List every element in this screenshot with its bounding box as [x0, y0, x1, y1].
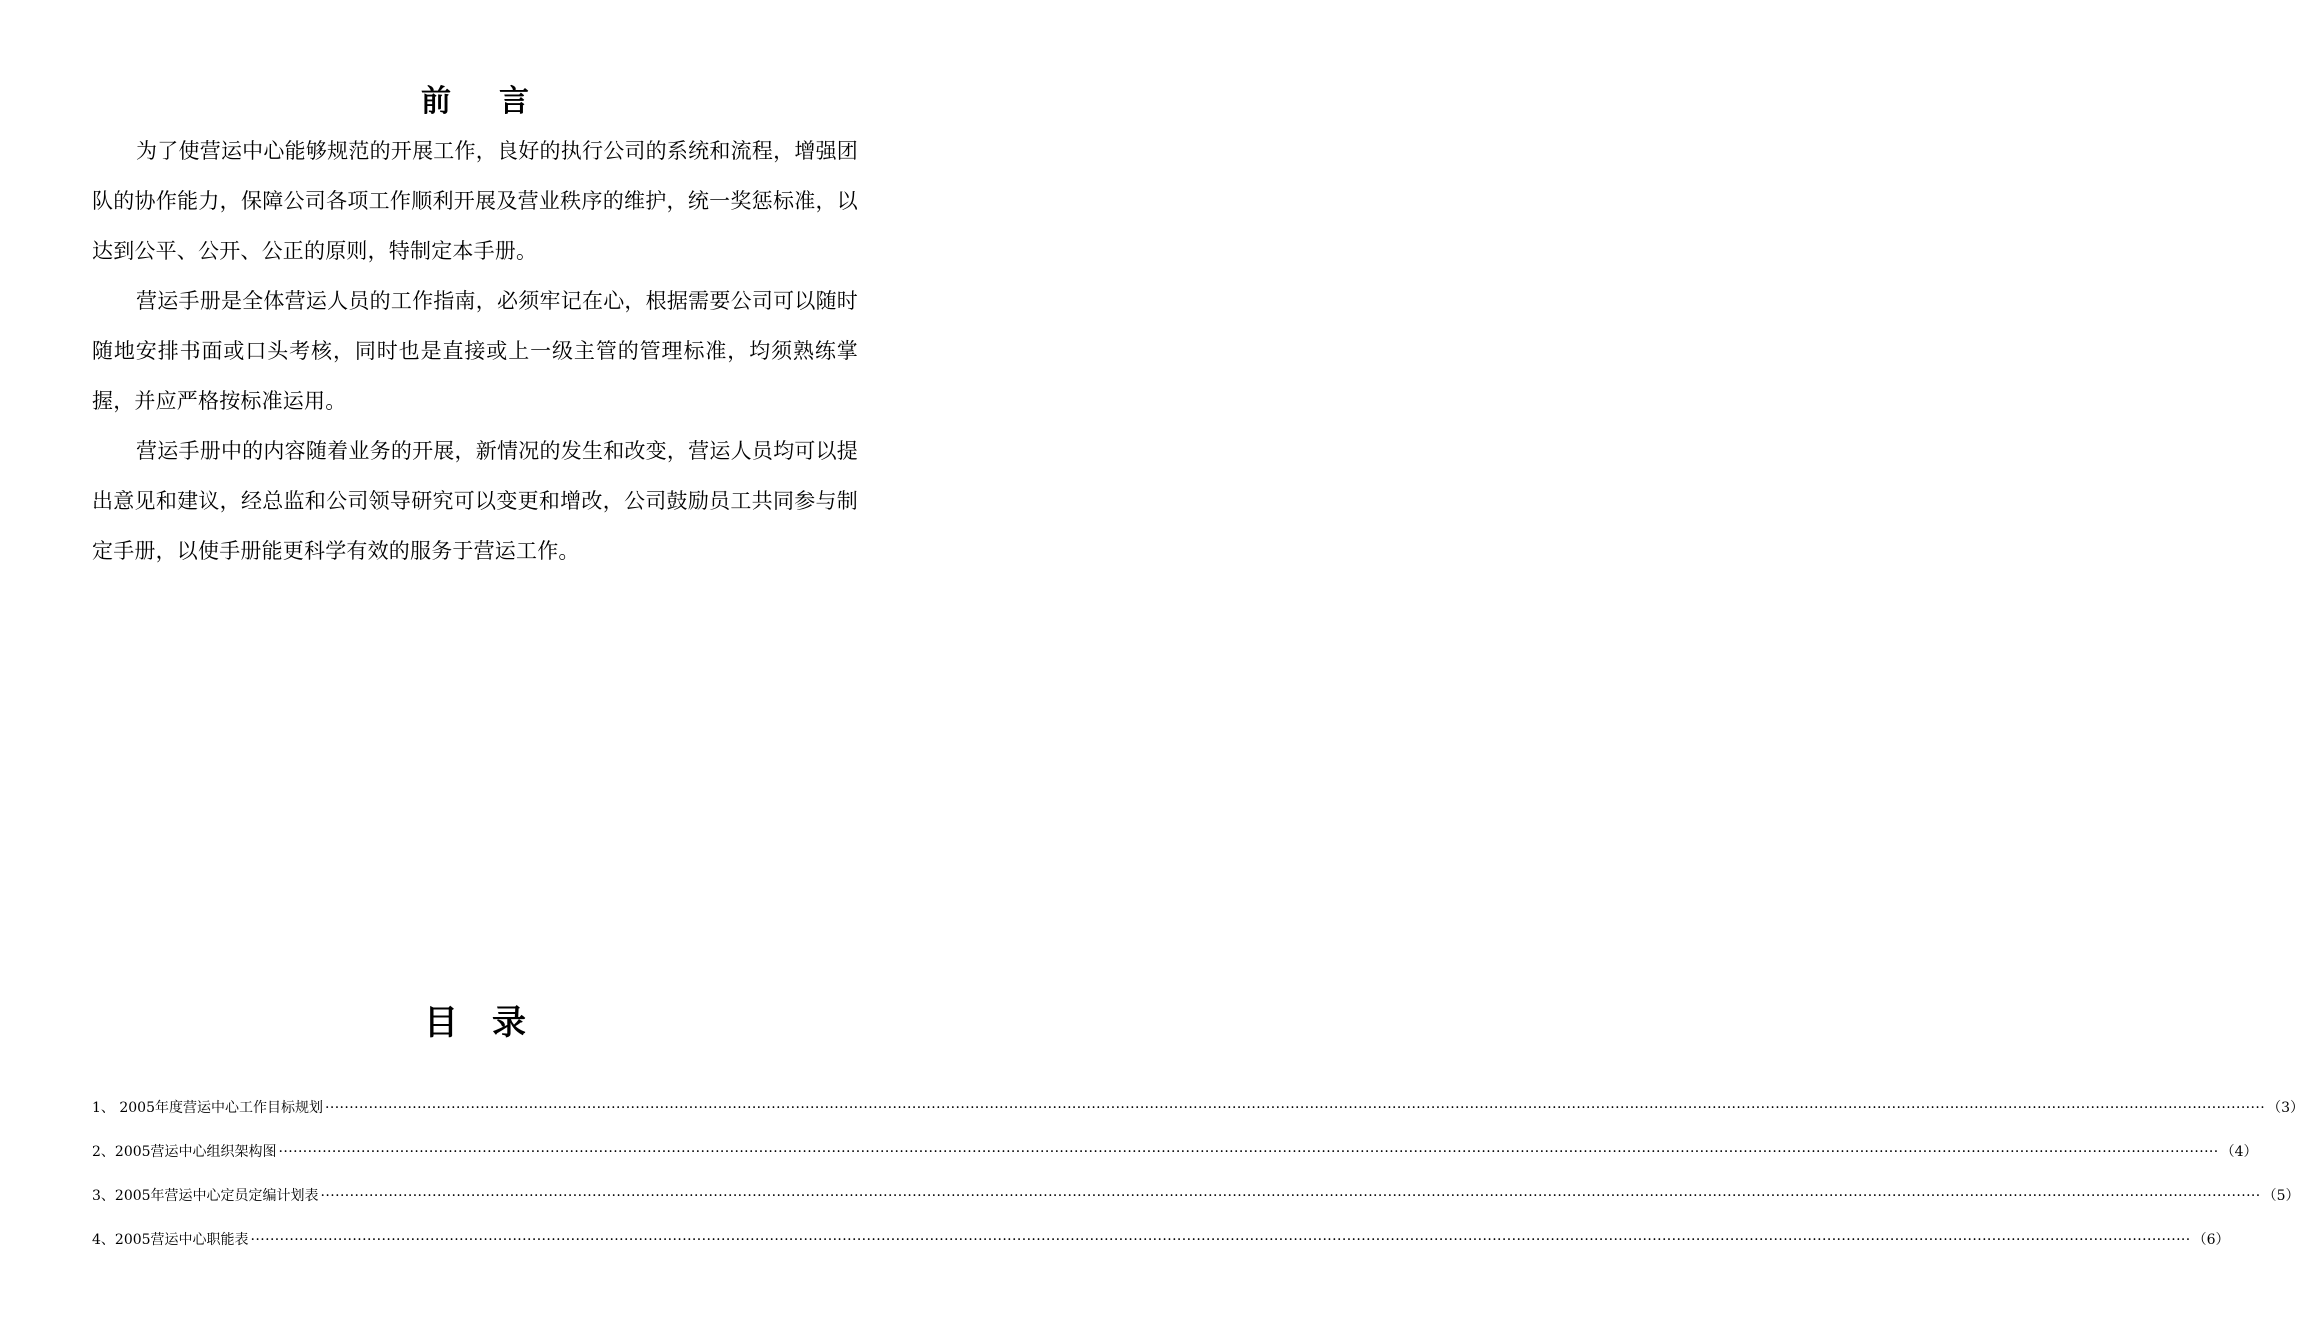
toc-item-page: （4）: [2220, 1144, 2258, 1160]
toc-leader-dots: ················································································································································································································································································································································································································: [250, 1232, 2191, 1248]
preface-body: [92, 126, 858, 576]
preface-paragraph-3: 营运手册中的内容随着业务的开展，新情况的发生和改变，营运人员均可以提出意见和建议，经总监和公司领导研究可以变更和增改，公司鼓励员工共同参与制定手册，以使手册能更科学有效的服务于营运工作。: [92, 439, 858, 563]
toc-item-label: 2、2005营运中心组织架构图: [92, 1144, 277, 1160]
toc-item-page: （6）: [2192, 1232, 2230, 1248]
toc-item-label: 4、2005营运中心职能表: [92, 1232, 249, 1248]
toc-item-label: 1、 2005年度营运中心工作目标规划: [92, 1100, 323, 1116]
toc-item-label: 3、2005年营运中心定员定编计划表: [92, 1188, 319, 1204]
toc-item-page: （5）: [2262, 1188, 2300, 1204]
toc-leader-dots: ················································································································································································································································································································································································································: [325, 1100, 2266, 1116]
toc-list: [92, 1094, 2304, 1270]
toc-item-1[interactable]: [92, 1094, 2304, 1138]
toc-item-4[interactable]: [92, 1226, 2230, 1270]
toc-leader-dots: ················································································································································································································································································································································································································: [320, 1188, 2261, 1204]
toc-item-3[interactable]: [92, 1182, 2300, 1226]
preface-paragraph-2: 营运手册是全体营运人员的工作指南，必须牢记在心，根据需要公司可以随时随地安排书面或口头考核，同时也是直接或上一级主管的管理标准，均须熟练掌握，并应严格按标准运用。: [92, 289, 858, 413]
toc-item-2[interactable]: [92, 1138, 2258, 1182]
preface-title: 前言: [421, 84, 577, 119]
preface-paragraph-1: 为了使营运中心能够规范的开展工作，良好的执行公司的系统和流程，增强团队的协作能力，保障公司各项工作顺利开展及营业秩序的维护，统一奖惩标准，以达到公平、公开、公正的原则，特制定本手册。: [92, 139, 858, 263]
toc-item-page: （3）: [2267, 1100, 2304, 1116]
toc-leader-dots: ················································································································································································································································································································································································································: [278, 1144, 2219, 1160]
toc-title: 目录: [424, 1003, 560, 1043]
